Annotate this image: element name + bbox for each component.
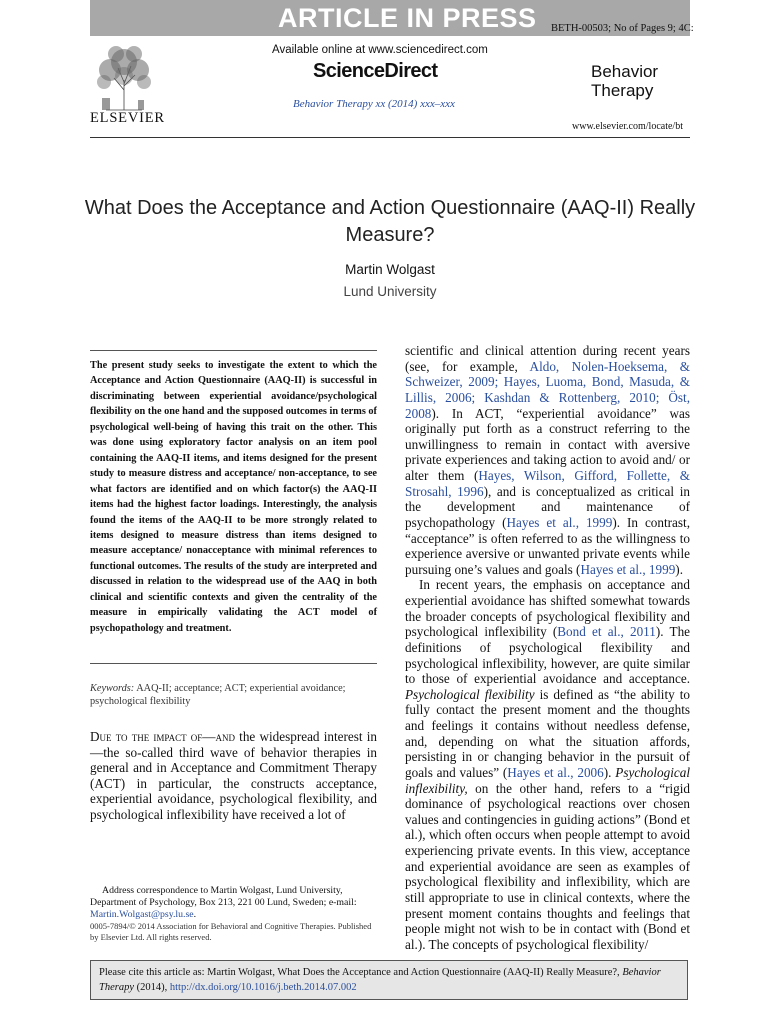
citation-link[interactable]: Aldo, Nolen-Hoeksema, & Schweizer, 2009; Hayes, Luoma, Bond, Masuda, & Lillis, 2006; Kashdan & Rottenberg, 2010; Öst, 2008 — [405, 358, 690, 421]
correspondence-footnote — [90, 885, 377, 920]
text: ). The definitions of psychological flexibility and psychological inflexibility, however, are quite similar to those of experiential avoidance and acceptance. — [405, 624, 691, 687]
text: is defined as “the ability to fully contact the present moment and the thoughts and feelings it contains without needless defense, and, depending on what the situation affords, persisting in or changing behavior in the pursuit of goals and values” ( — [405, 686, 690, 780]
doi-link[interactable]: http://dx.doi.org/10.1016/j.beth.2014.07.002 — [169, 982, 357, 993]
text: ). — [675, 561, 683, 577]
text: scientific and clinical attention during recent years (see, for example, — [405, 343, 690, 374]
journal-url[interactable]: www.elsevier.com/locate/bt — [572, 121, 683, 132]
keywords-label: Keywords: — [90, 683, 135, 694]
text: ). In contrast, “acceptance” is often referred to as the willingness to experience aversive or unwanted private events while pursuing one’s values and goals ( — [405, 514, 690, 577]
article-title: What Does the Acceptance and Action Questionnaire (AAQ-II) Really Measure? — [84, 197, 696, 246]
citation-link[interactable]: Hayes et al., 2006 — [507, 764, 604, 780]
text: on the other hand, refers to a “rigid dominance of psychological reactions over chosen values and contingencies in guiding actions” (Bond et al.), which often occurs when people attempt to avoid experiencing private events. In this view, acceptance and experiential avoidance are seen as examples of psychological flexibility and inflexibility, which are still appropriate to use in clinical contexts, where the present moment contains thoughts and feelings that people might not wish to be in contact with (Bond et al.). The concepts of psychological flexibility/ — [405, 780, 690, 952]
text: In recent years, the emphasis on acceptance and experiential avoidance has shifted somewhat towards the broader concepts of psychological flexibility and psychological inflexibility ( — [405, 577, 690, 640]
article-meta: BETH-00503; No of Pages 9; 4C: — [551, 23, 694, 34]
citation-journal: Behavior Therapy — [99, 967, 661, 993]
article-in-press-label: ARTICLE IN PRESS — [278, 3, 537, 33]
citation-link[interactable]: Hayes et al., 1999 — [580, 561, 676, 577]
body-paragraph-2 — [405, 577, 690, 952]
intro-text: the widespread interest in—the so-called third wave of behavior therapies in general and in Acceptance and Commitment Therapy (ACT) in particular, the constructs acceptance, experiential avoidance, psychological flexibility, and psychological inflexibility have received a lot of — [90, 729, 377, 822]
term-italic: Psychological inflexibility, — [405, 764, 690, 796]
author-name: Martin Wolgast — [345, 262, 435, 277]
journal-reference[interactable]: Behavior Therapy xx (2014) xxx–xxx — [293, 98, 455, 110]
citation-link[interactable]: Hayes, Wilson, Gifford, Follette, & Strosahl, 1996 — [405, 468, 690, 499]
keywords-text: AAQ-II; acceptance; ACT; experiential avoidance; psychological flexibility — [90, 683, 346, 707]
intro-lead: Due to the impact of—and — [90, 729, 235, 744]
body-paragraph-1 — [405, 343, 690, 577]
journal-name: Behavior Therapy — [591, 62, 659, 100]
citation-year: (2014), — [134, 982, 170, 993]
body-right-column — [405, 343, 690, 952]
citation-link[interactable]: Bond et al., 2011 — [557, 624, 656, 640]
elsevier-tree-logo — [88, 40, 160, 112]
abstract: The present study seeks to investigate the extent to which the Acceptance and Action Questionnaire (AAQ-II) is successful in discriminating between experiential avoidance/psychological flexibility on the one hand and the supposed outcomes in terms of psychological well-being of having this trait on the other. This was done using exploratory factor analysis on an item pool containing the AAQ-II items, and items designed for the present study to measure distress and acceptance/ non-acceptance, to see what factors are identified and on which factor(s) the AAQ-II items had the highest factor loadings. Interestingly, the analysis found the items of the AAQ-II to be more strongly related to items designed to measure distress than items designed to measure acceptance/ nonacceptance with minimal references to functional outcomes. The results of the study are interpreted and discussed in relation to the widespread use of the AAQ in both clinical and scientific contexts and given the centrality of the measure in empirically validating the ACT model of psychopathology and treatment. — [90, 360, 377, 634]
publisher-name: ELSEVIER — [90, 110, 165, 126]
author-affiliation: Lund University — [343, 284, 437, 299]
intro-paragraph — [90, 729, 377, 823]
author-email-link[interactable]: Martin.Wolgast@psy.lu.se — [90, 908, 194, 920]
abstract-bottom-rule — [90, 663, 377, 664]
text: ). In ACT, “experiential avoidance” was originally put forth as a construct referring to the unwillingness to remain in contact with aversive private experiences and taking action to avoid and/ or alter them ( — [405, 405, 690, 483]
term-italic: Psychological flexibility — [405, 686, 535, 702]
available-online: Available online at www.sciencedirect.com — [272, 44, 488, 56]
keywords — [90, 683, 377, 708]
citation-text: Please cite this article as: Martin Wolgast, What Does the Acceptance and Action Questionnaire (AAQ-II) Really Measure?, — [99, 967, 623, 978]
correspondence-address: Address correspondence to Martin Wolgast, Lund University, Department of Psychology, Box 213, 221 00 Lund, Sweden; e-mail: — [90, 885, 357, 908]
text: ), and is conceptualized as critical in the development and maintenance of psychopathology ( — [405, 483, 690, 530]
footnote-end: . — [193, 908, 197, 920]
citation-link[interactable]: Hayes et al., 1999 — [506, 514, 613, 530]
header-divider — [90, 137, 690, 138]
abstract-top-rule — [90, 350, 377, 351]
copyright-notice: 0005-7894/© 2014 Association for Behavioral and Cognitive Therapies. Published by Elsevier Ltd. All rights reserved. — [90, 921, 372, 942]
text: ). — [603, 764, 616, 780]
sciencedirect-logo: ScienceDirect — [313, 60, 438, 82]
citation-box — [90, 960, 688, 1000]
